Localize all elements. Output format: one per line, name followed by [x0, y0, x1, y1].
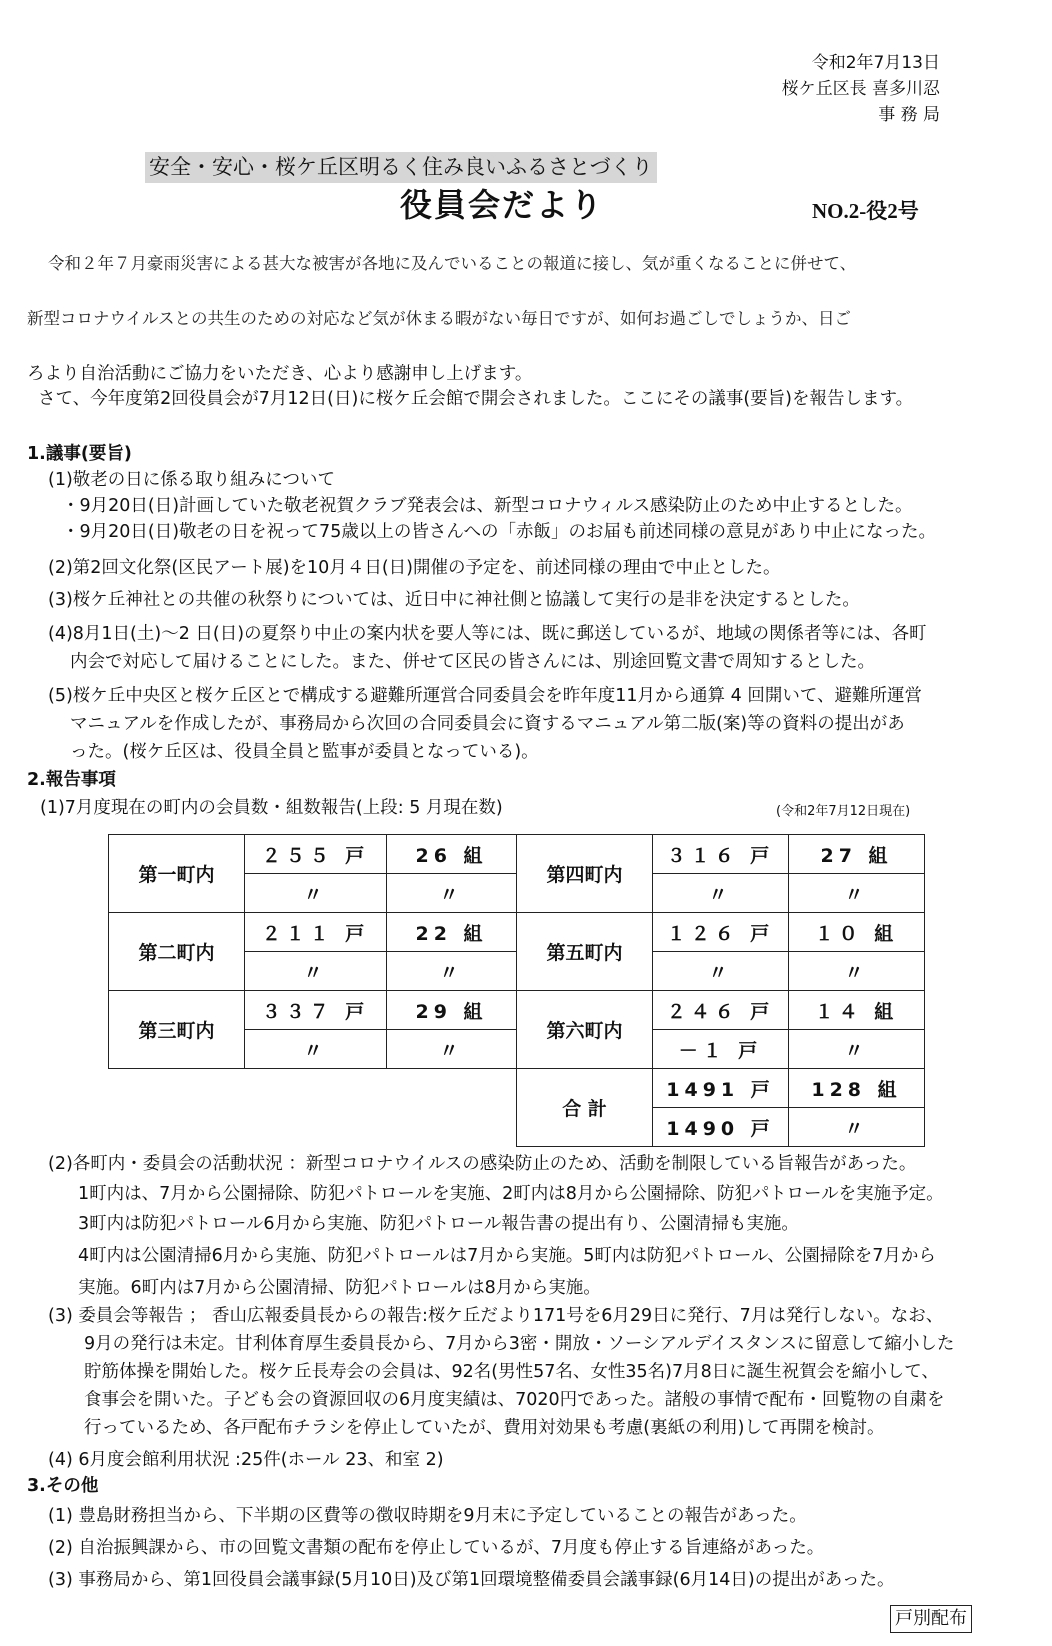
total-households: 1491 戸	[653, 1069, 789, 1108]
district-name: 第五町内	[517, 913, 653, 991]
section2-line: 食事会を開いた。子ども会の資源回収の6月度実績は、7020円であった。諸般の事情で配布・回覧物の自粛を	[84, 1390, 945, 1410]
section1-item: (3)桜ケ丘神社との共催の秋祭りについては、近日中に神社側と協議して実行の是非を決定するとした。	[48, 590, 860, 610]
intro-line-2: 新型コロナウイルスとの共生のための対応など気が休まる暇がない毎日ですが、如何お過ごしでしょうか、日ご	[27, 309, 852, 328]
household-count: ３１６ 戸	[653, 835, 789, 874]
total-households-current: 1490 戸	[653, 1108, 789, 1147]
household-change: －１ 戸	[653, 1030, 789, 1069]
household-count: ２１１ 戸	[245, 913, 387, 952]
section2-line: 3町内は防犯パトロール6月から実施、防犯パトロール報告書の提出有り、公園清掃も実施。	[78, 1214, 799, 1234]
district-name: 第三町内	[109, 991, 245, 1069]
table-caption: (1)7月度現在の町内の会員数・組数報告(上段: 5 月現在数)	[40, 798, 503, 818]
ditto-mark: 〃	[789, 1030, 925, 1069]
section2-line: 9月の発行は未定。甘利体育厚生委員長から、7月から3密・開放・ソーシアルデイスタンスに留意して縮小した	[84, 1334, 955, 1354]
section1-item: (1)敬老の日に係る取り組みについて	[48, 470, 335, 490]
group-count: 29 組	[387, 991, 517, 1030]
intro-line-3: ろより自治活動にご協力をいただき、心より感謝申し上げます。	[27, 364, 533, 384]
group-count: １４ 組	[789, 991, 925, 1030]
section2-line: (3) 委員会等報告 ； 香山広報委員長からの報告:桜ケ丘だより171号を6月29日に発行、7月は発行しない。なお、	[48, 1306, 944, 1326]
total-label: 合 計	[517, 1069, 653, 1147]
section3-item: (2) 自治振興課から、市の回覧文書類の配布を停止しているが、7月度も停止する旨連絡があった。	[48, 1538, 825, 1558]
section1-item: マニュアルを作成したが、事務局から次回の合同委員会に資するマニュアル第二版(案)等の資料の提出があ	[70, 714, 905, 734]
section2-line: 行っているため、各戸配布チラシを停止していたが、費用対効果も考慮(裏紙の利用)して再開を検討。	[84, 1418, 885, 1438]
section1-heading: 1.議事(要旨)	[27, 444, 132, 464]
section1-item: ・9月20日(日)計画していた敬老祝賀クラブ発表会は、新型コロナウィルス感染防止のため中止するとした。	[62, 496, 913, 516]
ditto-mark: 〃	[387, 1030, 517, 1069]
table-row	[109, 991, 925, 1030]
author-name: 桜ケ丘区長 喜多川忍	[781, 79, 940, 99]
intro-line-1: 令和２年７月豪雨災害による甚大な被害が各地に及んでいることの報道に接し、気が重くなることに併せて、	[48, 254, 857, 273]
district-name: 第四町内	[517, 835, 653, 913]
total-groups: 128 組	[789, 1069, 925, 1108]
ditto-mark: 〃	[653, 874, 789, 913]
document-header	[782, 50, 940, 128]
district-name: 第一町内	[109, 835, 245, 913]
ditto-mark: 〃	[245, 1030, 387, 1069]
section2-heading: 2.報告事項	[27, 770, 116, 790]
household-count: ２５５ 戸	[245, 835, 387, 874]
table-row	[109, 835, 925, 874]
table-as-of-date: (令和2年7月12日現在)	[776, 804, 911, 819]
section2-line: 貯筋体操を開始した。桜ケ丘長寿会の会員は、92名(男性57名、女性35名)7月8日に誕生祝賀会を縮小して、	[84, 1362, 939, 1382]
section3-heading: 3.その他	[27, 1476, 99, 1496]
group-count: 22 組	[387, 913, 517, 952]
table-row	[109, 913, 925, 952]
section2-line: (4) 6月度会館利用状況 :25件(ホール 23、和室 2)	[48, 1450, 444, 1470]
section1-item: った。(桜ケ丘区は、役員全員と監事が委員となっている)。	[70, 742, 539, 762]
intro-line-4: さて、今年度第2回役員会が7月12日(日)に桜ケ丘会館で開会されました。ここにその議事(要旨)を報告します。	[38, 389, 914, 409]
table-row	[109, 1069, 925, 1108]
ditto-mark: 〃	[387, 874, 517, 913]
section2-line: 1町内は、7月から公園掃除、防犯パトロールを実施、2町内は8月から公園掃除、防犯パトロールを実施予定。	[78, 1184, 944, 1204]
group-count: 26 組	[387, 835, 517, 874]
issue-number: NO.2-役2号	[812, 199, 919, 223]
section2-line: (2)各町内・委員会の活動状況 ：新型コロナウイルスの感染防止のため、活動を制限している旨報告があった。	[48, 1154, 917, 1174]
section3-item: (3) 事務局から、第1回役員会議事録(5月10日)及び第1回環境整備委員会議事録(6月14日)の提出があった。	[48, 1570, 895, 1590]
section2-line: 実施。6町内は7月から公園清掃、防犯パトロールは8月から実施。	[78, 1278, 601, 1298]
issue-date: 令和2年7月13日	[811, 53, 940, 73]
section1-item: (4)8月1日(土)～2 日(日)の夏祭り中止の案内状を要人等には、既に郵送しているが、地域の関係者等には、各町	[48, 624, 927, 644]
section1-item: 内会で対応して届けることにした。また、併せて区民の皆さんには、別途回覧文書で周知するとした。	[70, 652, 875, 672]
membership-table	[108, 834, 925, 1147]
ditto-mark: 〃	[789, 874, 925, 913]
household-count: ３３７ 戸	[245, 991, 387, 1030]
distribution-stamp: 戸別配布	[890, 1605, 972, 1633]
ditto-mark: 〃	[789, 1108, 925, 1147]
household-count: ２４６ 戸	[653, 991, 789, 1030]
section1-item: ・9月20日(日)敬老の日を祝って75歳以上の皆さんへの「赤飯」のお届も前述同様の意見があり中止になった。	[62, 522, 936, 542]
page-title: 役員会だより	[400, 186, 605, 224]
section1-item: (2)第2回文化祭(区民アート展)を10月４日(日)開催の予定を、前述同様の理由で中止とした。	[48, 558, 781, 578]
section1-item: (5)桜ケ丘中央区と桜ケ丘区とで構成する避難所運営合同委員会を昨年度11月から通算 4 回開いて、避難所運営	[48, 686, 922, 706]
section2-line: 4町内は公園清掃6月から実施、防犯パトロールは7月から実施。5町内は防犯パトロール、公園掃除を7月から	[78, 1246, 936, 1266]
office-name: 事 務 局	[878, 105, 940, 125]
ditto-mark: 〃	[245, 874, 387, 913]
group-count: 27 組	[789, 835, 925, 874]
ditto-mark: 〃	[245, 952, 387, 991]
slogan-banner: 安全・安心・桜ケ丘区明るく住み良いふるさとづくり	[145, 152, 657, 183]
ditto-mark: 〃	[789, 952, 925, 991]
household-count: １２６ 戸	[653, 913, 789, 952]
district-name: 第二町内	[109, 913, 245, 991]
ditto-mark: 〃	[653, 952, 789, 991]
section3-item: (1) 豊島財務担当から、下半期の区費等の徴収時期を9月末に予定していることの報告があった。	[48, 1506, 807, 1526]
district-name: 第六町内	[517, 991, 653, 1069]
ditto-mark: 〃	[387, 952, 517, 991]
group-count: １０ 組	[789, 913, 925, 952]
